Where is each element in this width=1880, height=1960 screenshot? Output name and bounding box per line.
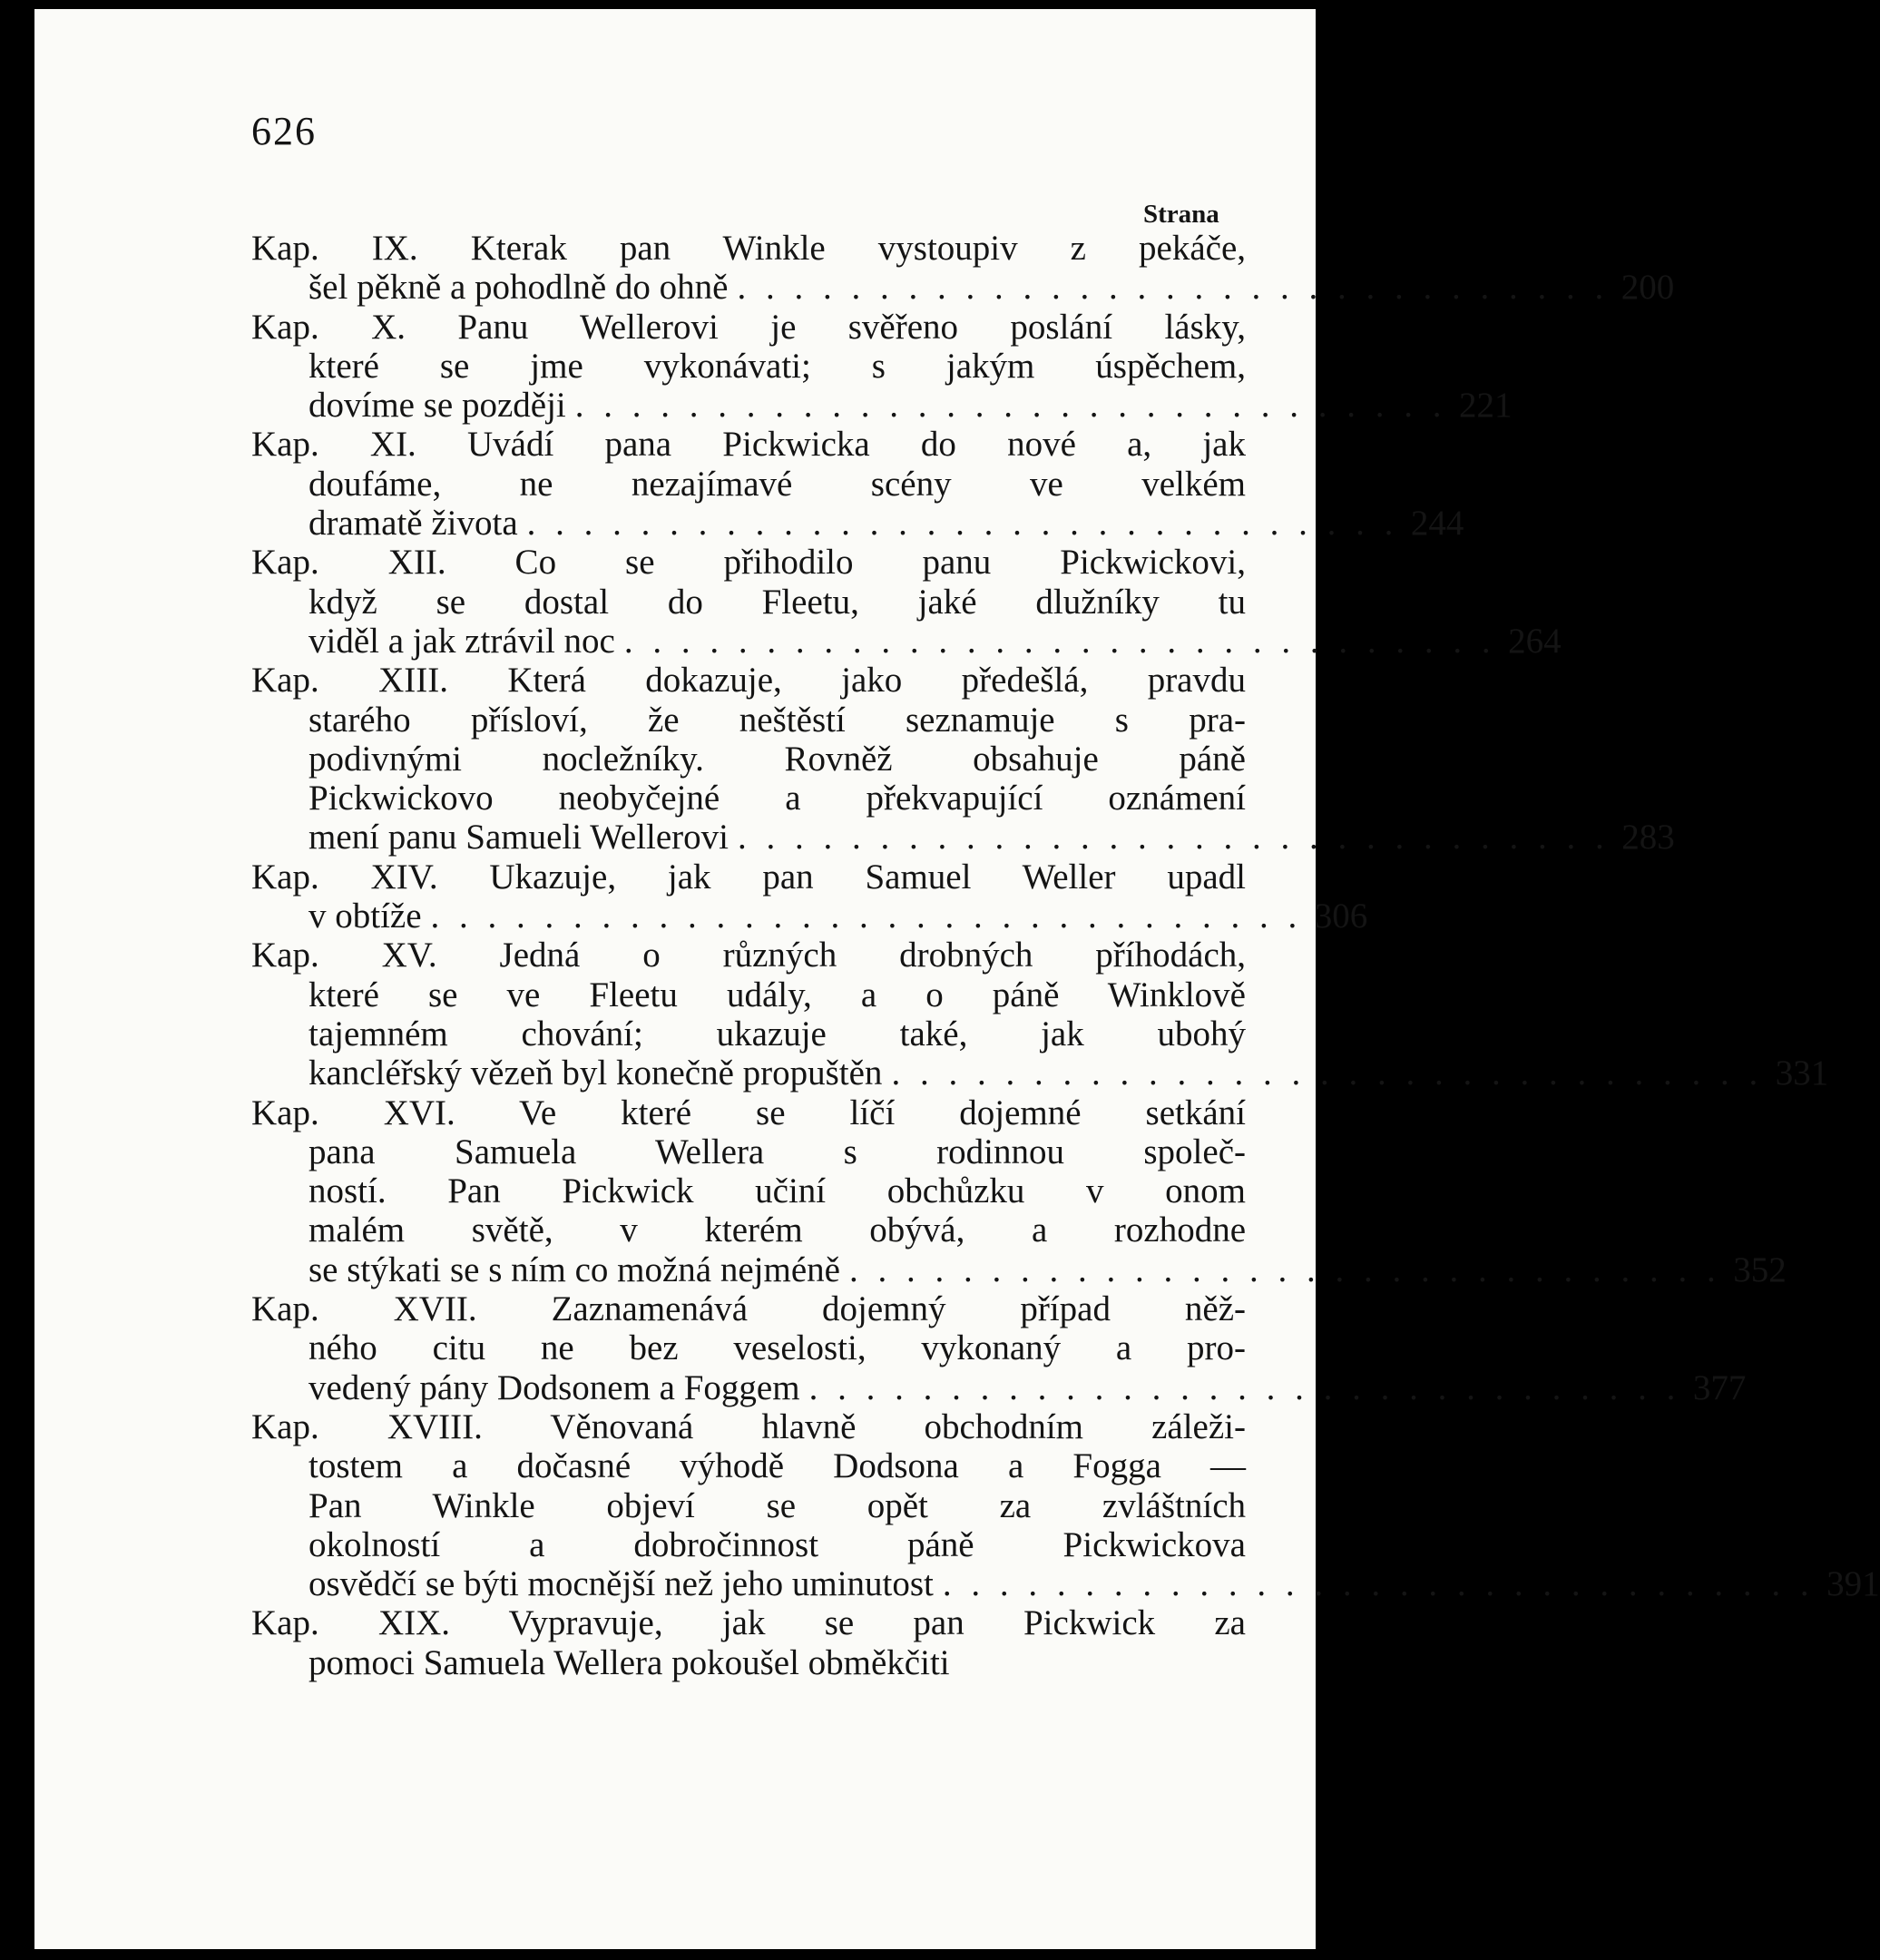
- toc-entry-line: Kap. XI. Uvádí pana Pickwicka do nové a, jak: [251, 425, 1246, 465]
- toc-page-number: 377: [1692, 1367, 1747, 1407]
- dot-leader: . . . . . . . . . . . . . . . . . . . . . . . . . . . . . . .: [574, 386, 1447, 426]
- toc-page-number: 331: [1775, 1054, 1829, 1093]
- toc-entry-line: Kap. XIII. Která dokazuje, jako předešlá, pravdu: [251, 661, 1246, 701]
- toc-entry: [251, 857, 1368, 936]
- toc-page-number: 391: [1826, 1564, 1880, 1604]
- toc-entry: [251, 1093, 1787, 1289]
- dot-leader: . . . . . . . . . . . . . . . . . . . . . . . . . . . . . . .: [526, 504, 1399, 544]
- toc-entry-text: viděl a jak ztrávil noc: [308, 621, 615, 661]
- toc-entry-last-line: [251, 268, 1675, 308]
- toc-entry-line: Kap. XVIII. Věnovaná hlavně obchodním záleži-: [251, 1406, 1246, 1446]
- toc-entry: [251, 1603, 1246, 1682]
- table-of-contents: [251, 229, 1880, 1682]
- toc-entry-last-line: [251, 504, 1464, 544]
- toc-entry: [251, 936, 1829, 1093]
- page-number: 626: [251, 109, 317, 153]
- toc-entry: [251, 1289, 1747, 1407]
- toc-entry-line: pomoci Samuela Wellera pokoušel obměkčiti: [308, 1642, 950, 1682]
- toc-entry-line: pana Samuela Wellera s rodinnou společ-: [308, 1132, 1246, 1171]
- toc-entry-last-line: [251, 621, 1562, 661]
- toc-entry-text: kancléřský vězeň byl konečně propuštěn: [308, 1054, 883, 1093]
- toc-page-number: 306: [1314, 897, 1368, 936]
- toc-entry-line: ností. Pan Pickwick učiní obchůzku v onom: [308, 1171, 1246, 1211]
- toc-entry-line: Kap. X. Panu Wellerovi je svěřeno poslání lásky,: [251, 307, 1246, 347]
- toc-entry-line: ného citu ne bez veselosti, vykonaný a pro-: [308, 1328, 1246, 1368]
- dot-leader: . . . . . . . . . . . . . . . . . . . . . . . . . . . . . . .: [737, 268, 1610, 308]
- dot-leader: . . . . . . . . . . . . . . . . . . . . . . . . . . . . . . .: [430, 897, 1303, 936]
- toc-entry-line: které se jme vykonávati; s jakým úspěchem,: [308, 346, 1246, 386]
- toc-entry-text: se stýkati se s ním co možná nejméně: [308, 1250, 840, 1289]
- toc-entry-line: malém světě, v kterém obývá, a rozhodne: [308, 1210, 1246, 1250]
- toc-entry: [251, 307, 1513, 426]
- toc-entry-line: podivnými nocležníky. Rovněž obsahuje páně: [308, 739, 1246, 779]
- toc-entry-line: starého přísloví, že neštěstí seznamuje s pra-: [308, 700, 1246, 740]
- toc-entry-line: Kap. XVII. Zaznamenává dojemný případ něž-: [251, 1289, 1246, 1329]
- toc-entry-text: dramatě života: [308, 504, 518, 544]
- toc-entry-line: když se dostal do Fleetu, jaké dlužníky tu: [308, 582, 1246, 622]
- toc-entry: [251, 229, 1675, 308]
- toc-page-number: 264: [1508, 621, 1562, 661]
- dot-leader: . . . . . . . . . . . . . . . . . . . . . . . . . . . . . . .: [623, 621, 1496, 661]
- toc-entry-line: tostem a dočasné výhodě Dodsona a Fogga —: [308, 1446, 1246, 1486]
- toc-entry-line: Kap. IX. Kterak pan Winkle vystoupiv z pekáče,: [251, 229, 1246, 268]
- dot-leader: . . . . . . . . . . . . . . . . . . . . . . . . . . . . . . .: [848, 1250, 1721, 1289]
- toc-entry-last-line: [251, 818, 1675, 858]
- toc-entry-line: Kap. XVI. Ve které se líčí dojemné setkání: [251, 1093, 1246, 1132]
- toc-page-number: 221: [1459, 386, 1513, 426]
- toc-entry-line: Kap. XIX. Vypravuje, jak se pan Pickwick za: [251, 1603, 1246, 1643]
- toc-entry: [251, 543, 1562, 661]
- toc-entry-line: Pickwickovo neobyčejné a překvapující oznámení: [308, 779, 1246, 818]
- toc-page-number: 244: [1410, 504, 1464, 544]
- dot-leader: . . . . . . . . . . . . . . . . . . . . . . . . . . . . . . .: [891, 1054, 1764, 1093]
- toc-entry-last-line: [251, 1250, 1787, 1289]
- dot-leader: . . . . . . . . . . . . . . . . . . . . . . . . . . . . . . .: [737, 818, 1610, 858]
- toc-entry-last-line: [251, 1564, 1880, 1604]
- toc-entry-line: které se ve Fleetu udály, a o páně Winklově: [308, 975, 1246, 1014]
- toc-entry-line: Kap. XII. Co se přihodilo panu Pickwickovi,: [251, 543, 1246, 583]
- toc-entry-text: mení panu Samueli Wellerovi: [308, 818, 729, 858]
- toc-entry-line: Pan Winkle objeví se opět za zvláštních: [308, 1485, 1246, 1525]
- toc-page-number: 200: [1621, 268, 1675, 308]
- toc-entry: [251, 1406, 1880, 1604]
- toc-entry-text: osvědčí se býti mocnější než jeho uminutost: [308, 1564, 934, 1604]
- toc-page-number: 352: [1733, 1250, 1787, 1289]
- toc-entry-line: Kap. XV. Jedná o různých drobných příhodách,: [251, 936, 1246, 975]
- toc-entry-last-line: [251, 1367, 1747, 1407]
- toc-entry-text: v obtíže: [308, 897, 422, 936]
- toc-entry: [251, 661, 1675, 858]
- page-column-header: Strana: [1143, 200, 1219, 229]
- toc-page-number: 283: [1621, 818, 1675, 858]
- dot-leader: . . . . . . . . . . . . . . . . . . . . . . . . . . . . . . .: [808, 1367, 1681, 1407]
- toc-entry-last-line: [251, 386, 1513, 426]
- toc-entry-last-line: [251, 1054, 1829, 1093]
- toc-entry-line: doufáme, ne nezajímavé scény ve velkém: [308, 464, 1246, 504]
- toc-entry: [251, 425, 1464, 544]
- toc-entry-text: dovíme se později: [308, 386, 566, 426]
- toc-entry-line: tajemném chování; ukazuje také, jak ubohý: [308, 1014, 1246, 1054]
- toc-entry-last-line: [251, 897, 1368, 936]
- dot-leader: . . . . . . . . . . . . . . . . . . . . . . . . . . . . . . .: [942, 1564, 1815, 1604]
- toc-entry-text: šel pěkně a pohodlně do ohně: [308, 268, 729, 308]
- toc-entry-line: Kap. XIV. Ukazuje, jak pan Samuel Weller upadl: [251, 857, 1246, 897]
- toc-entry-text: vedený pány Dodsonem a Foggem: [308, 1367, 800, 1407]
- book-page: [34, 9, 1880, 1949]
- toc-entry-line: okolností a dobročinnost páně Pickwickova: [308, 1524, 1246, 1564]
